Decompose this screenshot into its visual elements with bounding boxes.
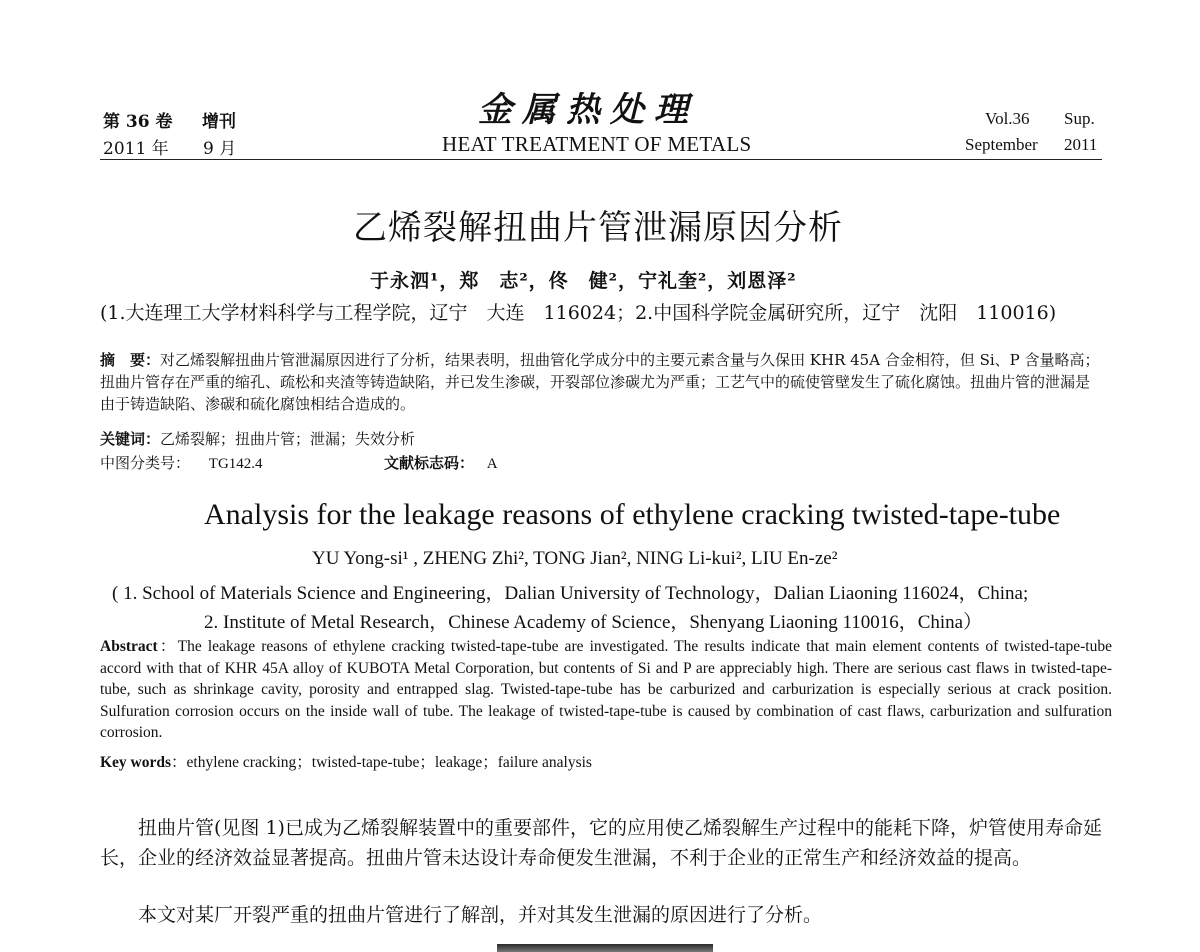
issue-cn: 增刊 xyxy=(202,112,236,132)
supplement-en: Sup. xyxy=(1064,109,1095,128)
clc-value: TG142.4 xyxy=(208,456,263,472)
doc-code-label: 文献标志码： xyxy=(384,454,475,472)
affiliation-cn: (1.大连理工大学材料科学与工程学院，辽宁 大连 116024；2.中国科学院金属研究所，辽宁 沈阳 110016) xyxy=(100,302,1057,324)
month-en: September xyxy=(965,135,1038,154)
affiliation-en-1: ( 1. School of Materials Science and Engineering，Dalian University of Technology，Dalian Liaoning 116024，China; xyxy=(112,583,1029,604)
affiliation-en-2: 2. Institute of Metal Research，Chinese Academy of Science，Shenyang Liaoning 110016，China） xyxy=(204,612,983,633)
abstract-cn-text: 对乙烯裂解扭曲片管泄漏原因进行了分析，结果表明，扭曲管化学成分中的主要元素含量与久保田 KHR 45A 合金相符，但 Si、P 含量略高；扭曲片管存在严重的缩孔、疏松和夹渣等铸造缺陷，并已发生渗碳，开裂部位渗碳尤为严重；工艺气中的硫使管壁发生了硫化腐蚀。扭曲片管的泄漏是由于铸造缺陷、渗碳和硫化腐蚀相结合造成的。 xyxy=(100,351,1100,413)
body-paragraph-2: 本文对某厂开裂严重的扭曲片管进行了解剖，并对其发生泄漏的原因进行了分析。 xyxy=(138,904,823,926)
keywords-en-label: Key words xyxy=(100,754,172,771)
volume-en: Vol.36 xyxy=(985,109,1030,128)
volume-cn: 第 36 卷 xyxy=(103,112,173,132)
authors-en: YU Yong-si¹ , ZHENG Zhi², TONG Jian², NING Li-kui², LIU En-ze² xyxy=(312,548,838,569)
document-code xyxy=(384,452,498,473)
doc-code-value: A xyxy=(486,456,498,472)
keywords-en-text: ：ethylene cracking；twisted-tape-tube；leakage；failure analysis xyxy=(171,754,592,771)
paper-title-cn: 乙烯裂解扭曲片管泄漏原因分析 xyxy=(353,208,843,248)
abstract-en-label: Abstract xyxy=(100,638,158,655)
abstract-en xyxy=(100,636,1112,744)
classification-cn xyxy=(100,452,263,473)
abstract-cn xyxy=(100,349,1104,415)
journal-title-en: HEAT TREATMENT OF METALS xyxy=(442,132,752,156)
paper-title-en: Analysis for the leakage reasons of ethylene cracking twisted-tape-tube xyxy=(204,498,1061,531)
keywords-cn-label: 关键词： xyxy=(100,430,161,448)
figure-1-top-edge xyxy=(497,944,713,952)
keywords-cn xyxy=(100,428,415,449)
journal-title-cn: 金属热处理 xyxy=(478,90,698,130)
authors-cn: 于永泗¹，郑 志²，佟 健²，宁礼奎²，刘恩泽² xyxy=(370,270,797,292)
body-paragraph-1: 扭曲片管(见图 1)已成为乙烯裂解装置中的重要部件，它的应用使乙烯裂解生产过程中的能耗下降，炉管使用寿命延长，企业的经济效益显著提高。扭曲片管未达设计寿命便发生泄漏，不利于企业的正常生产和经济效益的提高。 xyxy=(100,817,1102,869)
header-rule xyxy=(100,159,1102,160)
abstract-cn-label: 摘 要： xyxy=(100,351,161,369)
clc-label: 中图分类号： xyxy=(100,454,191,472)
abstract-en-text: ：The leakage reasons of ethylene cracking twisted-tape-tube are investigated. The results indicate that main element contents of twisted-tape-tube accord with that of KHR 45A alloy of KUBOTA Metal Corporation, but contents of Si and P are appreciably high. There are serious cast flaws in twisted-tape-tube, such as shrinkage cavity, porosity and entrapped slag. Twisted-tape-tube has be carburized and carburization is especially serious at crack position. Sulfuration corrosion occurs on the inside wall of tube. The leakage of twisted-tape-tube is caused by combination of cast flaws, carburization and sulfuration corrosion. xyxy=(100,638,1112,741)
year-en: 2011 xyxy=(1064,135,1098,154)
keywords-cn-text: 乙烯裂解；扭曲片管；泄漏；失效分析 xyxy=(160,430,416,448)
year-cn: 2011 年 xyxy=(103,139,169,159)
month-cn: 9 月 xyxy=(203,139,237,159)
keywords-en xyxy=(100,750,592,772)
